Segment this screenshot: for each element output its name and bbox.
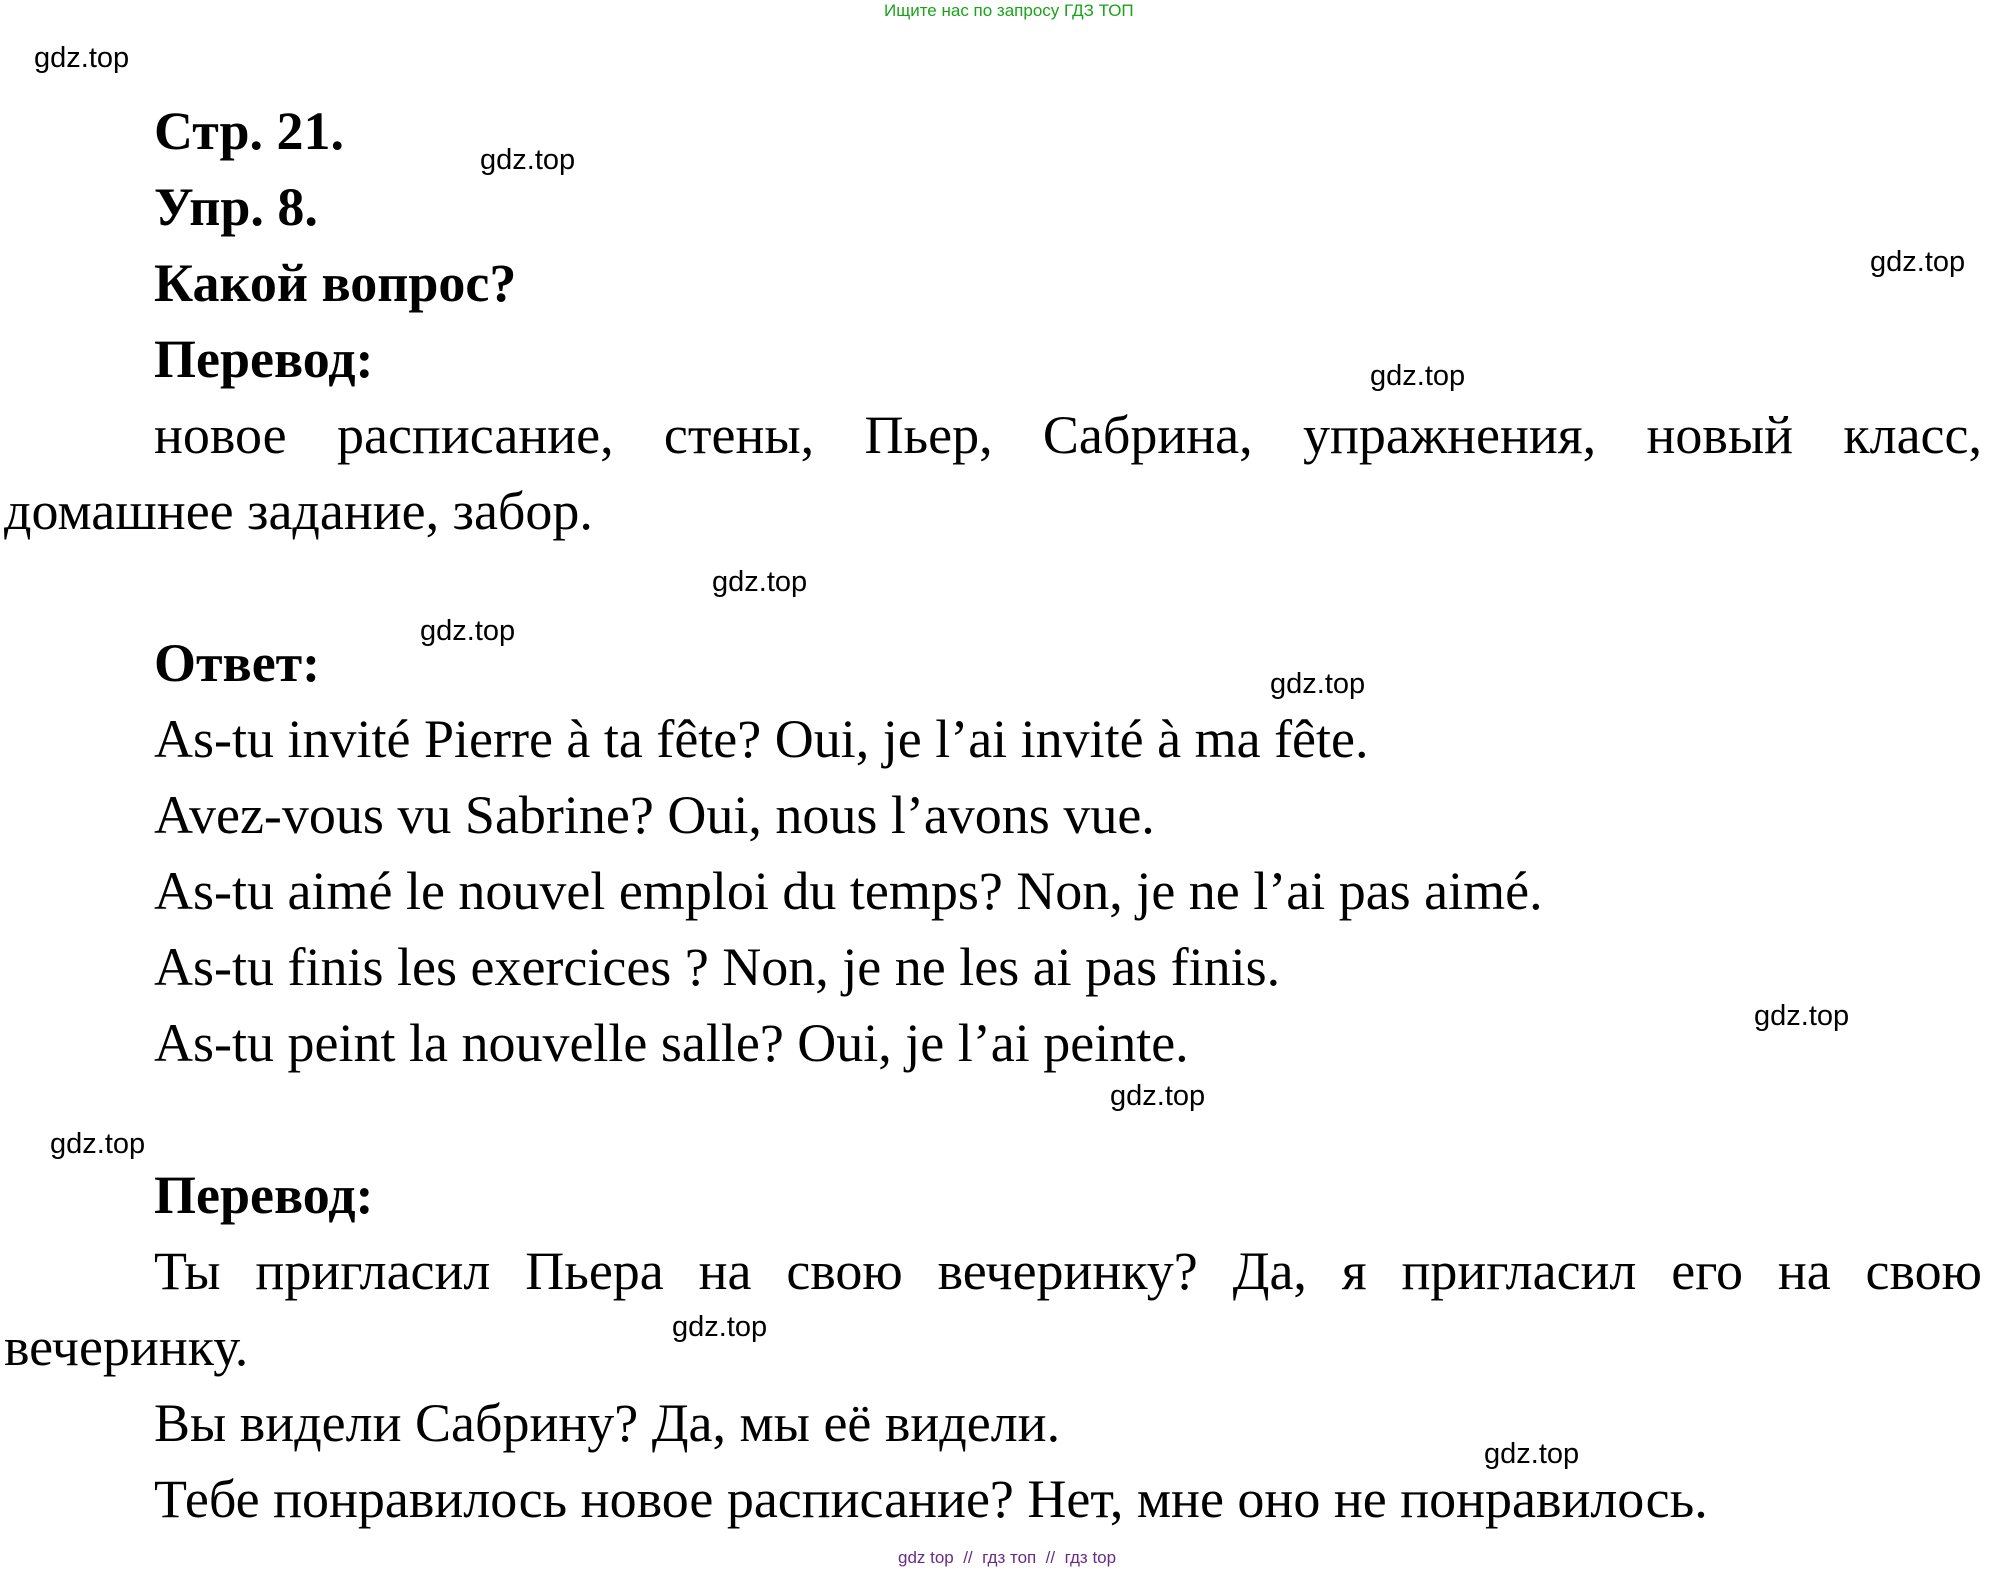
translation-line: Вы видели Сабрину? Да, мы её видели. [154,1393,1061,1453]
watermark: gdz.top [1270,668,1366,700]
answer-line: As-tu aimé le nouvel emploi du temps? Non, je ne l’ai pas aimé. [154,861,1543,921]
watermark: gdz.top [672,1311,768,1343]
translation-heading: Перевод: [154,329,374,389]
translation-line: новое расписание, стены, Пьер, Сабрина, упражнения, новый класс, [154,405,1982,465]
watermark: gdz.top [1484,1438,1580,1470]
exercise-number: Упр. 8. [154,177,318,237]
answer-line: As-tu finis les exercices ? Non, je ne les ai pas finis. [154,937,1281,997]
translation-line: Тебе понравилось новое расписание? Нет, мне оно не понравилось. [154,1469,1708,1529]
translation-line: домашнее задание, забор. [4,481,593,541]
watermark: gdz.top [1110,1080,1206,1112]
watermark: gdz.top [1370,360,1466,392]
watermark: gdz.top [480,144,576,176]
answer-heading: Ответ: [154,633,321,693]
footer-watermark: gdz top // гдз топ // гдз top [898,1548,1117,1567]
watermark: gdz.top [420,615,516,647]
translation-line: Ты пригласил Пьера на свою вечеринку? Да, я пригласил его на свою [154,1241,1982,1301]
translation-line: вечеринку. [4,1317,249,1377]
answer-line: As-tu invité Pierre à ta fête? Oui, je l’ai invité à ma fête. [154,709,1369,769]
task-title: Какой вопрос? [154,253,517,313]
answer-line: Avez-vous vu Sabrine? Oui, nous l’avons vue. [154,785,1155,845]
watermark: gdz.top [34,42,130,74]
translation-heading: Перевод: [154,1165,374,1225]
watermark: gdz.top [712,566,808,598]
page-number: Стр. 21. [154,101,345,161]
watermark: gdz.top [1754,1000,1850,1032]
watermark: gdz.top [50,1128,146,1160]
top-search-note: Ищите нас по запросу ГДЗ ТОП [884,1,1134,20]
watermark: gdz.top [1870,246,1966,278]
answer-line: As-tu peint la nouvelle salle? Oui, je l’ai peinte. [154,1013,1189,1073]
